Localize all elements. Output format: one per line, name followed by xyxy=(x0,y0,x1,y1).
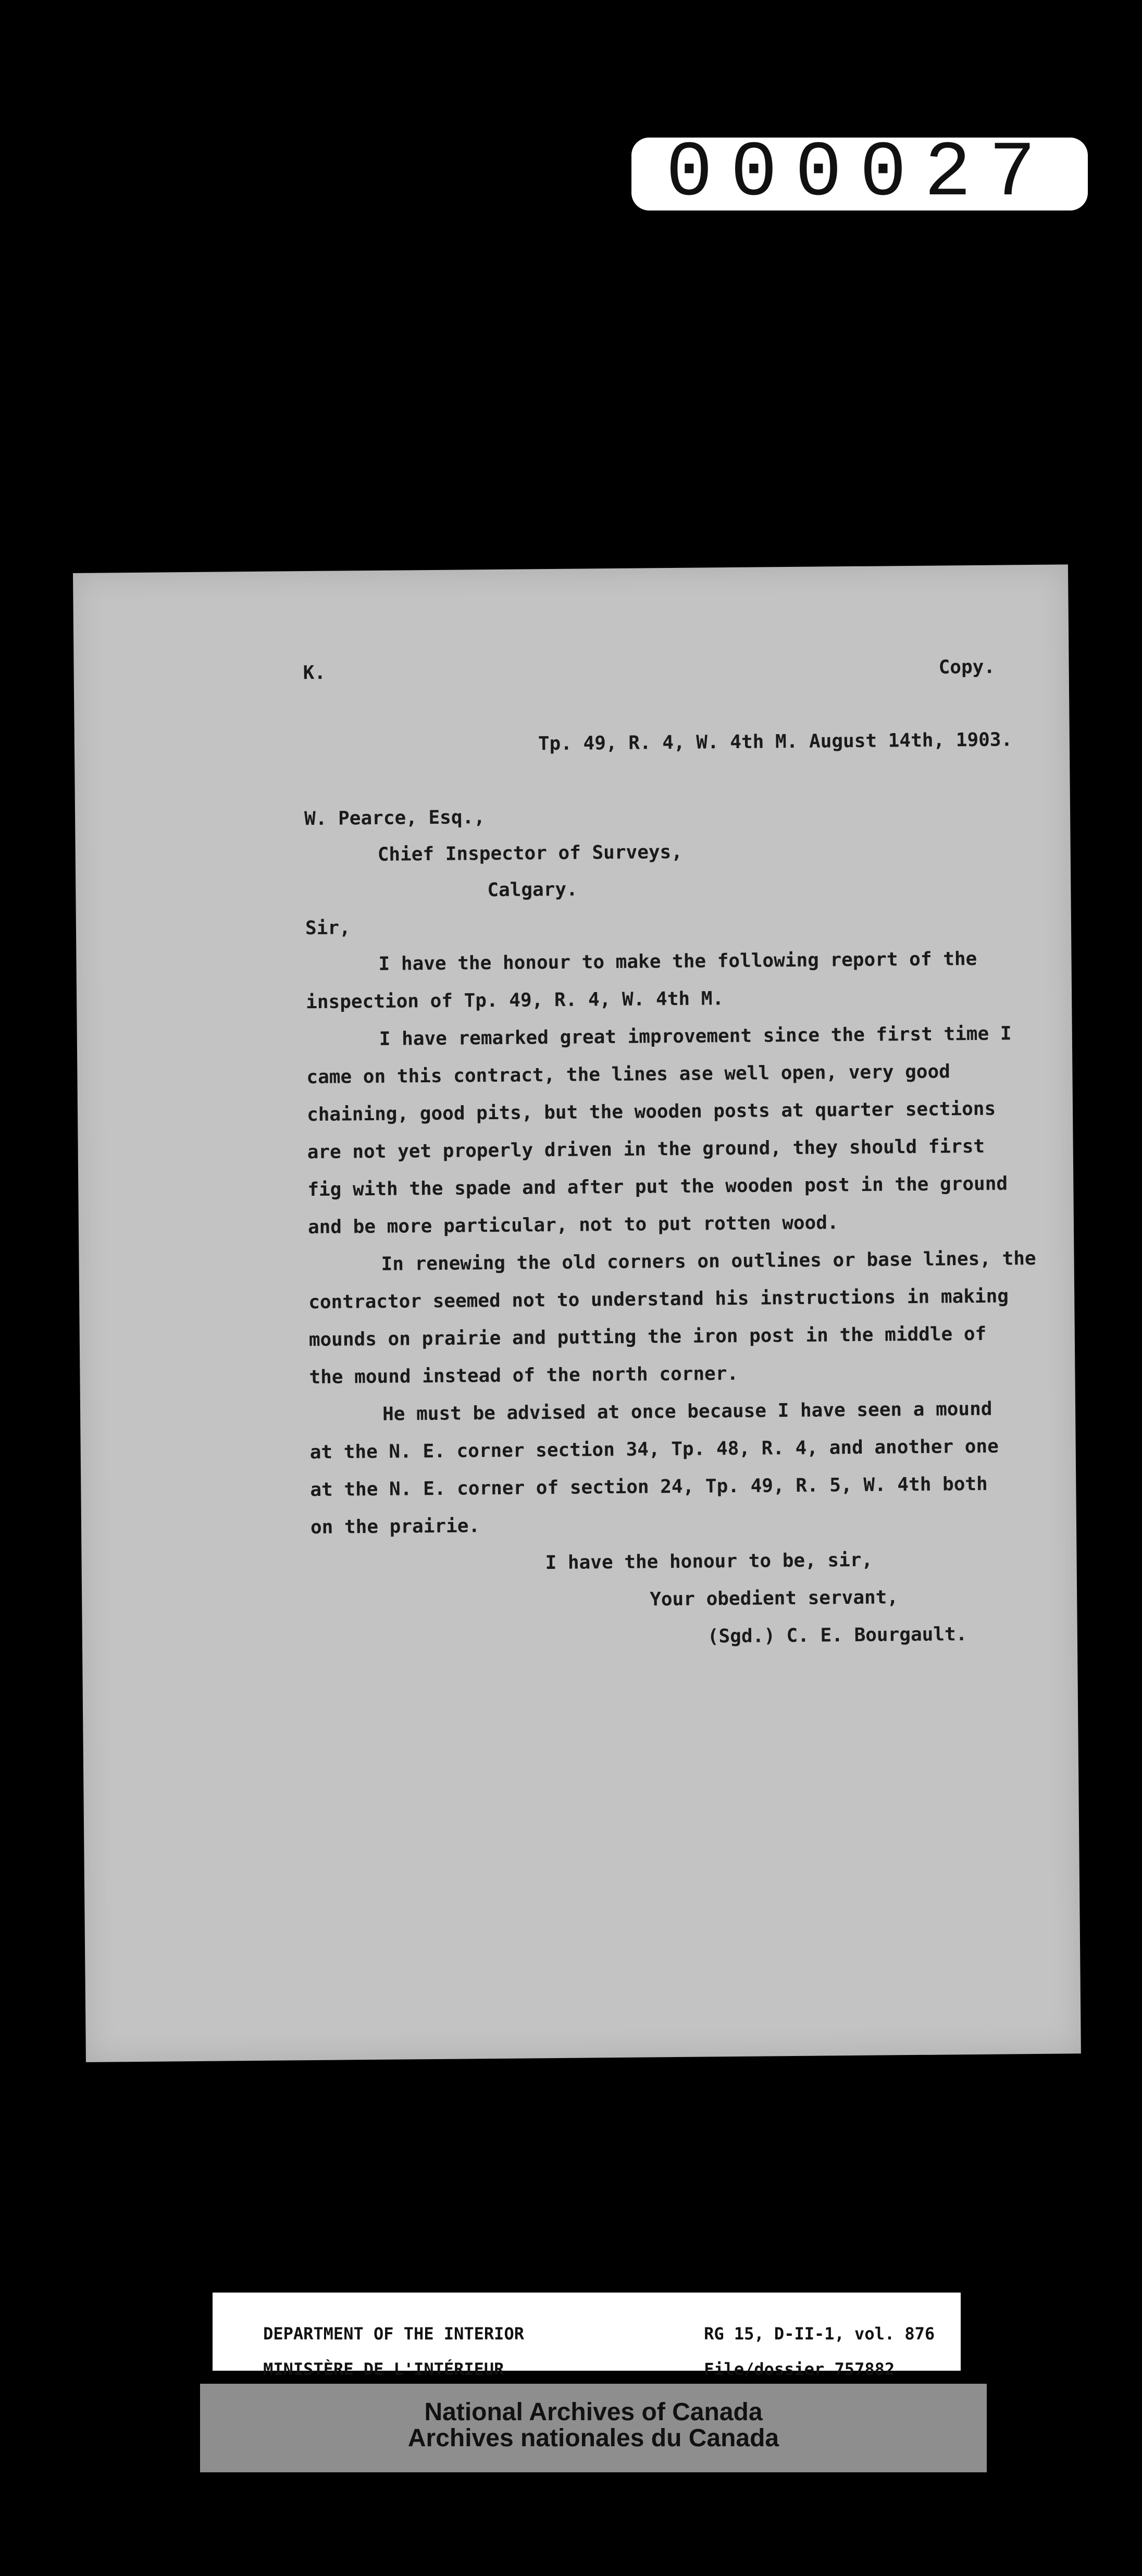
body-line: I have remarked great improvement since the first time I xyxy=(379,1023,1012,1050)
body-line: on the prairie. xyxy=(310,1515,480,1539)
archive-reference-label xyxy=(213,2293,961,2379)
archives-stamp xyxy=(200,2384,987,2472)
body-line: He must be advised at once because I have seen a mound xyxy=(382,1398,992,1425)
dept-name-en: DEPARTMENT OF THE INTERIOR xyxy=(263,2324,524,2344)
body-line: inspection of Tp. 49, R. 4, W. 4th M. xyxy=(306,988,724,1013)
addressee-title: Chief Inspector of Surveys, xyxy=(377,841,683,865)
body-line: fig with the spade and after put the wooden post in the ground xyxy=(307,1173,1008,1201)
frame-number: 000027 xyxy=(631,138,1088,210)
body-line: and be more particular, not to put rotten wood. xyxy=(307,1212,839,1239)
addressee-city: Calgary. xyxy=(487,878,578,901)
archives-name-fr: Archives nationales du Canada xyxy=(407,2424,779,2452)
archives-name-en: National Archives of Canada xyxy=(424,2398,763,2426)
closing-line: I have the honour to be, sir, xyxy=(545,1549,873,1574)
signature: (Sgd.) C. E. Bourgault. xyxy=(707,1624,967,1648)
body-line: I have the honour to make the following report of the xyxy=(378,948,977,975)
record-group-reference: RG 15, D-II-1, vol. 876 xyxy=(704,2324,935,2344)
body-line: chaining, good pits, but the wooden posts at quarter sections xyxy=(306,1098,996,1126)
addressee-name: W. Pearce, Esq., xyxy=(304,807,486,830)
body-line: came on this contract, the lines ase well open, very good xyxy=(306,1061,951,1088)
file-mark: K. xyxy=(303,662,326,684)
body-line: are not yet properly driven in the ground, they should first xyxy=(307,1135,985,1163)
body-line: contractor seemed not to understand his instructions in making xyxy=(308,1285,1009,1314)
dept-name-fr: MINISTÈRE DE L'INTÉRIEUR xyxy=(263,2359,504,2379)
salutation: Sir, xyxy=(305,917,351,939)
letter-page xyxy=(73,564,1081,2062)
copy-label: Copy. xyxy=(938,656,996,678)
body-line: the mound instead of the north corner. xyxy=(309,1363,739,1389)
closing-line: Your obedient servant, xyxy=(650,1587,899,1611)
file-number: File/dossier 757882 xyxy=(704,2359,895,2379)
location-date: Tp. 49, R. 4, W. 4th M. August 14th, 1903. xyxy=(538,729,1013,755)
body-line: at the N. E. corner of section 24, Tp. 49, R. 5, W. 4th both xyxy=(310,1473,988,1501)
body-line: at the N. E. corner section 34, Tp. 48, R. 4, and another one xyxy=(309,1435,999,1464)
body-line: mounds on prairie and putting the iron post in the middle of xyxy=(308,1323,987,1351)
body-line: In renewing the old corners on outlines or base lines, the xyxy=(381,1247,1036,1275)
